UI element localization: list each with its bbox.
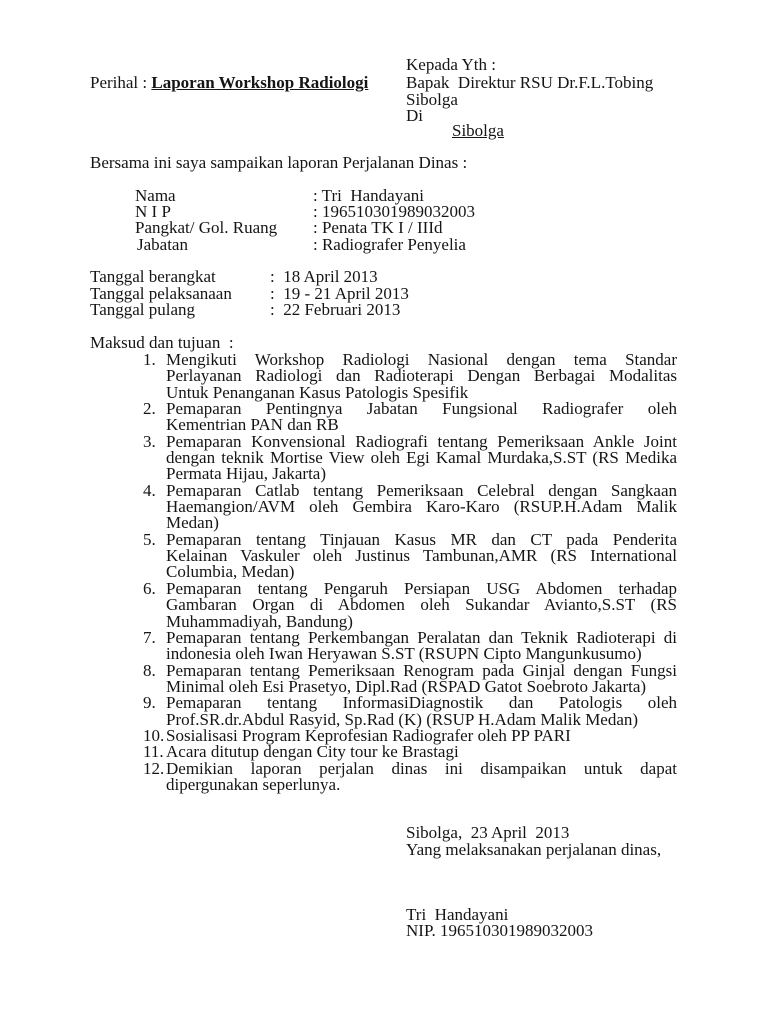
purpose-item [143, 660, 677, 696]
closing-place-date: Sibolga, 23 April 2013 [406, 823, 570, 842]
purpose-item-line: Permata Hijau, Jakarta) [166, 464, 327, 484]
purpose-item-line: Mengikuti Workshop Radiologi Nasional dengan tema Standar [166, 350, 677, 369]
date-value-departure: : 18 April 2013 [270, 267, 378, 287]
purpose-item-line: Muhammadiyah, Bandung) [166, 611, 353, 631]
subject-title: Laporan Workshop Radiologi [151, 73, 369, 92]
purpose-list [143, 352, 677, 793]
purpose-item-line: Medan) [166, 513, 219, 533]
purpose-item [143, 480, 677, 533]
subject-label: Perihal : [90, 73, 152, 92]
purpose-item-number: 7. [143, 627, 156, 647]
purpose-item-number: 5. [143, 529, 156, 549]
purpose-item-text [166, 431, 677, 484]
identity-label-rank: Pangkat/ Gol. Ruang [135, 218, 278, 238]
purpose-item-line: Sosialisasi Program Keprofesian Radiografer oleh PP PARI [166, 725, 571, 745]
purpose-item-line: Pemaparan tentang Tinjauan Kasus MR dan CT pada Penderita [166, 529, 677, 549]
purpose-item-line: Pemaparan tentang Pengaruh Persiapan USG Abdomen terhadap [166, 578, 677, 598]
purpose-item [143, 401, 677, 434]
purpose-item-line: dengan teknik Mortise View oleh Egi Kamal Murdaka,S.ST (RS Medika [166, 448, 677, 468]
date-label-departure: Tanggal berangkat [90, 267, 216, 287]
purpose-item-line: Kelainan Vaskuler oleh Justinus Tambunan,AMR (RS International [166, 546, 677, 566]
purpose-item-number: 4. [143, 480, 156, 500]
purpose-item-text [166, 352, 677, 401]
purpose-item [143, 758, 677, 794]
date-label-return: Tanggal pulang [90, 300, 196, 319]
subject-line [90, 75, 368, 91]
purpose-item-line: Pemaparan Pentingnya Jabatan Fungsional Radiografer oleh [166, 399, 677, 419]
purpose-item-number: 2. [143, 399, 156, 419]
recipient-greeting: Kepada Yth : [406, 55, 497, 74]
purpose-item-number: 8. [143, 660, 156, 680]
purpose-item-text [166, 480, 677, 533]
purpose-item-number: 9. [143, 693, 156, 713]
date-label-execution: Tanggal pelaksanaan [90, 283, 232, 303]
identity-label-name: Nama [135, 185, 176, 205]
purpose-item-line: indonesia oleh Iwan Heryawan S.ST (RSUPN Cipto Mangunkusumo) [166, 644, 642, 664]
recipient-at: Di [406, 106, 423, 125]
purpose-item-line: Gambaran Organ di Abdomen oleh Sukandar Avianto,S.ST (RS [166, 595, 677, 615]
purpose-item-line: Prof.SR.dr.Abdul Rasyid, Sp.Rad (K) (RSUP H.Adam Malik Medan) [166, 709, 639, 729]
date-value-return: : 22 Februari 2013 [270, 300, 401, 319]
purpose-item-line: Perlayanan Radiologi dan Radioterapi Dengan Berbagai Modalitas [166, 366, 677, 386]
purpose-item-text [166, 401, 677, 434]
identity-value-name: : Tri Handayani [313, 185, 424, 205]
purpose-item-line: Haemangion/AVM oleh Gembira Karo-Karo (RSUP.H.Adam Malik [166, 497, 677, 517]
purpose-item-line: Acara ditutup dengan City tour ke Brastagi [166, 742, 459, 762]
purpose-item-line: Columbia, Medan) [166, 562, 295, 582]
purpose-item-line: Untuk Penanganan Kasus Patologis Spesifik [166, 382, 469, 402]
purpose-item [143, 352, 677, 401]
purpose-item-line: Demikian laporan perjalan dinas ini disampaikan untuk dapat [166, 758, 677, 778]
purpose-item-number: 6. [143, 578, 156, 598]
purpose-item-line: Pemaparan Konvensional Radiografi tentang Pemeriksaan Ankle Joint [166, 431, 677, 451]
purpose-item-text [166, 695, 677, 728]
purpose-item-number: 11. [143, 742, 164, 762]
identity-label-nip: N I P [135, 201, 171, 221]
intro-text: Bersama ini saya sampaikan laporan Perjalanan Dinas : [90, 153, 468, 172]
purpose-item [143, 431, 677, 484]
purpose-item-line: Pemaparan Catlab tentang Pemeriksaan Celebral dengan Sangkaan [166, 480, 677, 500]
purpose-item-line: Minimal oleh Esi Prasetyo, Dipl.Rad (RSPAD Gatot Soebroto Jakarta) [166, 676, 647, 696]
purpose-item-line: Pemaparan tentang InformasiDiagnostik dan Patologis oleh [166, 693, 677, 713]
identity-value-position: : Radiografer Penyelia [313, 234, 466, 254]
purpose-item-text [166, 578, 677, 631]
purpose-item-text [166, 660, 677, 696]
purpose-item-line: dipergunakan seperlunya. [166, 774, 341, 794]
purpose-item-line: Kementrian PAN dan RB [166, 415, 339, 435]
purpose-item [143, 578, 677, 631]
identity-label-position: Jabatan [137, 234, 188, 254]
identity-value-nip: : 196510301989032003 [313, 201, 475, 221]
purpose-item-line: Pemaparan tentang Perkembangan Peralatan dan Teknik Radioterapi di [166, 627, 677, 647]
purpose-item [143, 529, 677, 582]
purpose-item-number: 12. [143, 758, 165, 778]
purpose-item-text [166, 758, 677, 794]
purpose-item-text [166, 529, 677, 582]
date-value-execution: : 19 - 21 April 2013 [270, 283, 409, 303]
closing-role: Yang melaksanakan perjalanan dinas, [406, 840, 662, 859]
purpose-item-line: Pemaparan tentang Pemeriksaan Renogram pada Ginjal dengan Fungsi [166, 660, 677, 680]
recipient-name: Bapak Direktur RSU Dr.F.L.Tobing [406, 73, 654, 92]
recipient-city: Sibolga [406, 90, 458, 109]
purpose-item-text [166, 627, 677, 664]
purpose-item-number: 3. [143, 431, 156, 451]
recipient-place: Sibolga [452, 121, 504, 140]
identity-value-rank: : Penata TK I / IIId [313, 218, 443, 238]
purpose-item [143, 627, 677, 664]
purpose-item-number: 10. [143, 725, 165, 745]
signatory-nip: NIP. 196510301989032003 [406, 921, 594, 940]
signatory-name: Tri Handayani [406, 905, 509, 924]
purpose-item-number: 1. [143, 350, 156, 369]
purpose-item [143, 695, 677, 728]
purpose-heading: Maksud dan tujuan : [90, 333, 234, 352]
